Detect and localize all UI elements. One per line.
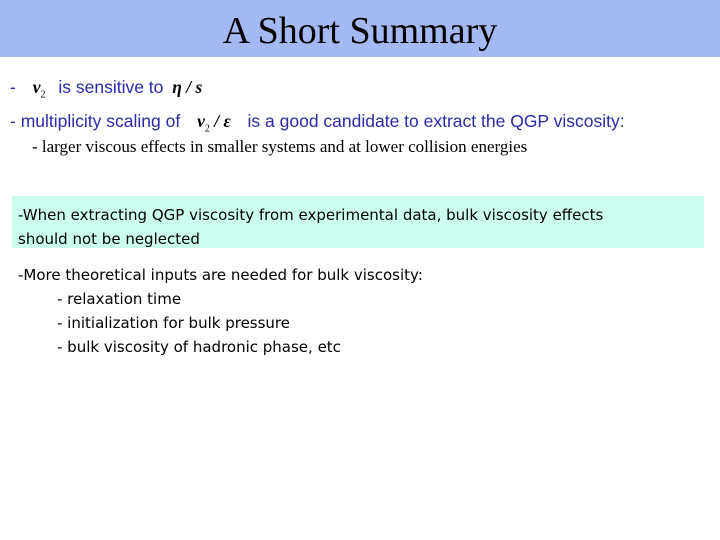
sub-bullet-viscous-effects: - larger viscous effects in smaller systems and at lower collision energies (32, 137, 528, 156)
highlight-line-1: -When extracting QGP viscosity from experimental data, bulk viscosity effects (18, 206, 604, 224)
bullet-text-after: is a good candidate to extract the QGP viscosity: (247, 111, 625, 131)
bullet-dash: - (10, 77, 16, 97)
needs-heading: -More theoretical inputs are needed for bulk viscosity: (18, 266, 423, 284)
eta-over-s-symbol: η / s (172, 77, 203, 97)
v2-symbol: $v_2$ (32, 77, 46, 101)
needs-item: - bulk viscosity of hadronic phase, etc (57, 338, 341, 356)
v2-over-epsilon-symbol: $v_2$ / ε (197, 111, 231, 135)
bullet-text-before: - multiplicity scaling of (10, 111, 181, 131)
highlight-text (18, 203, 698, 251)
highlight-line-2: should not be neglected (18, 230, 200, 248)
bullet-text: is sensitive to (58, 77, 164, 97)
needs-item: - initialization for bulk pressure (57, 314, 290, 332)
bullet-multiplicity (10, 111, 625, 135)
page-title: A Short Summary (222, 10, 498, 52)
bullet-sensitivity (10, 77, 202, 101)
needs-item: - relaxation time (57, 290, 182, 308)
